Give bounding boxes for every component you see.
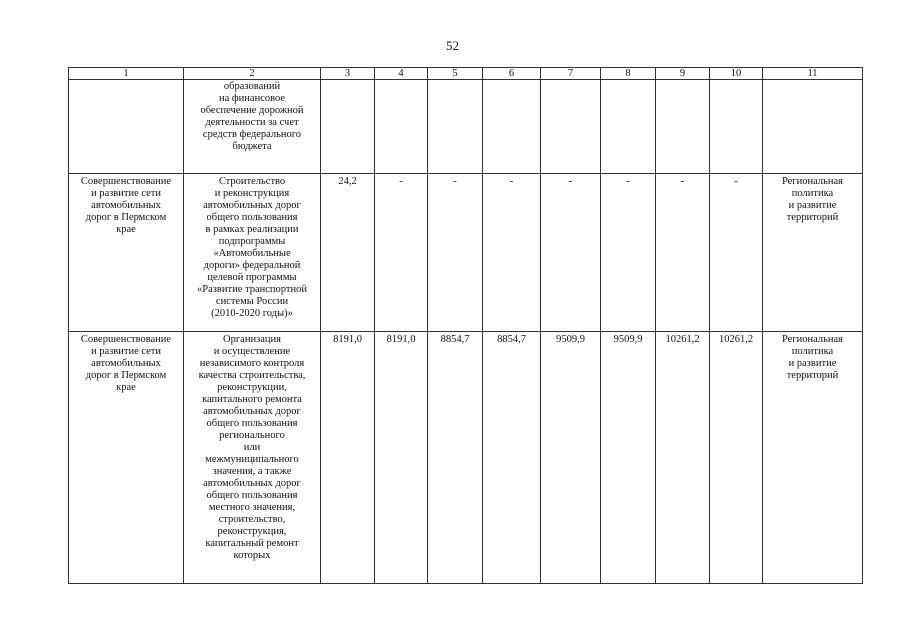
- responsible-cell: Региональная политика и развитие территорий: [763, 332, 863, 584]
- table-row: [69, 174, 863, 332]
- col-header-11: 11: [763, 68, 863, 80]
- col-header-2: 2: [184, 68, 321, 80]
- value-cell: [710, 80, 763, 174]
- value-cell: 10261,2: [656, 332, 710, 584]
- column-number-row: [69, 68, 863, 80]
- col-header-5: 5: [428, 68, 483, 80]
- col-header-6: 6: [483, 68, 541, 80]
- activity-cell: образований на финансовое обеспечение дорожной деятельности за счет средств федерального бюджета: [184, 80, 321, 174]
- activity-cell: Организация и осуществление независимого контроля качества строительства, реконструкции, капитального ремонта автомобильных дорог общего пользования регионального или межмуниципального значения, а также автомобильных дорог общего пользования местного значения, строительство, реконструкция, капитальный ремонт которых: [184, 332, 321, 584]
- value-cell: -: [375, 174, 428, 332]
- responsible-cell: [763, 80, 863, 174]
- task-cell: Совершенствование и развитие сети автомобильных дорог в Пермском крае: [69, 174, 184, 332]
- task-cell: [69, 80, 184, 174]
- table-row: [69, 332, 863, 584]
- activity-cell: Строительство и реконструкция автомобильных дорог общего пользования в рамках реализации подпрограммы «Автомобильные дороги» федеральной целевой программы «Развитие транспортной системы России (2010-2020 годы)»: [184, 174, 321, 332]
- value-cell: 9509,9: [541, 332, 601, 584]
- value-cell: 8191,0: [321, 332, 375, 584]
- program-table: [68, 67, 863, 584]
- task-cell: Совершенствование и развитие сети автомобильных дорог в Пермском крае: [69, 332, 184, 584]
- value-cell: 9509,9: [601, 332, 656, 584]
- value-cell: -: [601, 174, 656, 332]
- col-header-3: 3: [321, 68, 375, 80]
- col-header-7: 7: [541, 68, 601, 80]
- col-header-9: 9: [656, 68, 710, 80]
- page-number: 52: [446, 38, 459, 53]
- value-cell: -: [710, 174, 763, 332]
- value-cell: -: [541, 174, 601, 332]
- value-cell: [541, 80, 601, 174]
- value-cell: 10261,2: [710, 332, 763, 584]
- value-cell: [656, 80, 710, 174]
- value-cell: [601, 80, 656, 174]
- table-row: [69, 80, 863, 174]
- value-cell: [375, 80, 428, 174]
- col-header-4: 4: [375, 68, 428, 80]
- value-cell: [483, 80, 541, 174]
- value-cell: -: [483, 174, 541, 332]
- value-cell: 24,2: [321, 174, 375, 332]
- value-cell: [321, 80, 375, 174]
- value-cell: [428, 80, 483, 174]
- value-cell: 8854,7: [483, 332, 541, 584]
- value-cell: 8191,0: [375, 332, 428, 584]
- col-header-1: 1: [69, 68, 184, 80]
- col-header-8: 8: [601, 68, 656, 80]
- responsible-cell: Региональная политика и развитие территорий: [763, 174, 863, 332]
- value-cell: -: [428, 174, 483, 332]
- value-cell: -: [656, 174, 710, 332]
- col-header-10: 10: [710, 68, 763, 80]
- value-cell: 8854,7: [428, 332, 483, 584]
